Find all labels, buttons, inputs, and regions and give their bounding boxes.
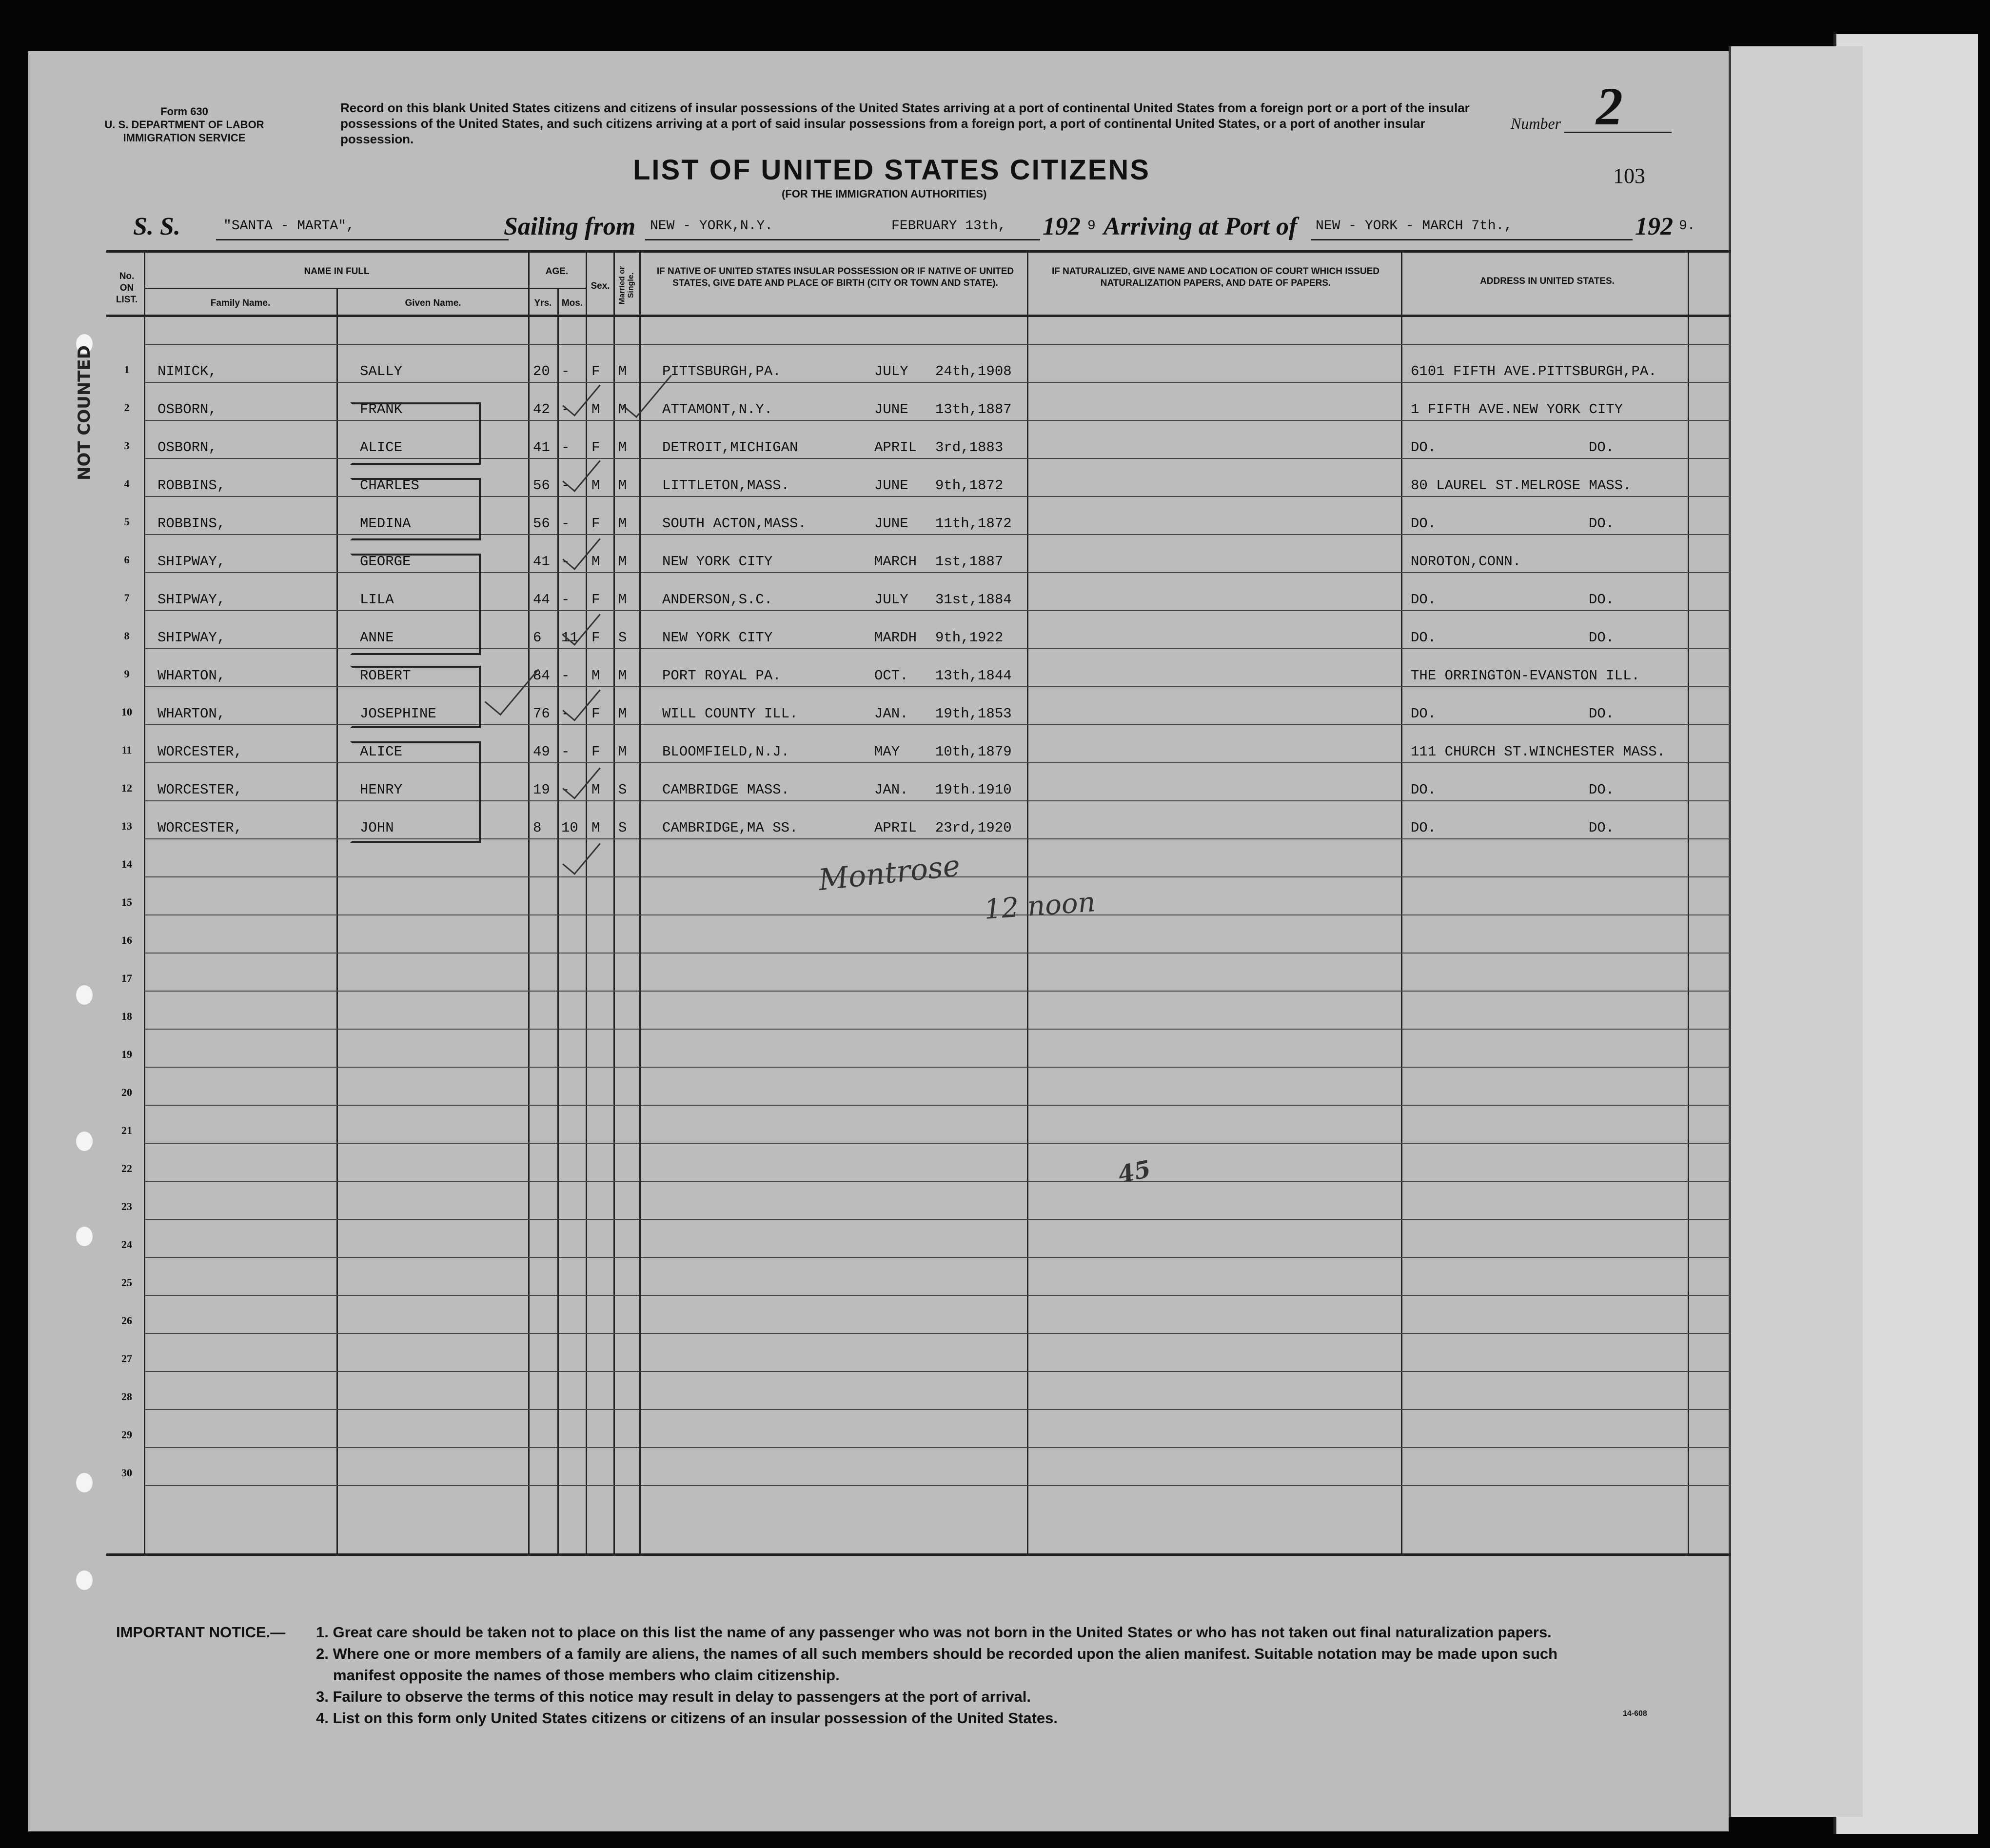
address-cell: 80 LAUREL ST.MELROSE MASS.	[1411, 477, 1632, 494]
sex-cell: F	[591, 744, 600, 760]
given-name-cell: SALLY	[360, 363, 403, 379]
row-number: 9	[124, 668, 130, 680]
age-months-cell: -	[561, 706, 570, 722]
col-header-yrs: Yrs.	[534, 298, 552, 308]
birth-month-cell: MARCH	[874, 554, 917, 570]
birth-month-cell: OCT.	[874, 668, 908, 684]
family-name-cell: SHIPWAY,	[158, 592, 226, 608]
address-cell: DO.	[1411, 706, 1437, 722]
family-name-cell: OSBORN,	[158, 401, 217, 417]
row-number: 29	[121, 1429, 132, 1441]
col-divider	[528, 251, 530, 1554]
birth-month-cell: JAN.	[874, 782, 908, 798]
row-number: 20	[121, 1086, 132, 1098]
marital-status-cell: S	[618, 630, 627, 646]
sex-cell: M	[591, 782, 600, 798]
age-years-cell: 8	[533, 820, 542, 836]
col-header-naturalized: IF NATURALIZED, GIVE NAME AND LOCATION OF COURT WHICH ISSUED NATURALIZATION PAPERS, AND DATE OF PAPERS.	[1051, 266, 1379, 288]
given-name-cell: MEDINA	[360, 516, 411, 532]
row-number: 19	[121, 1048, 132, 1060]
punch-hole	[76, 1570, 93, 1590]
header-subdivider	[528, 288, 586, 289]
row-line	[145, 344, 1731, 345]
row-line	[145, 382, 1731, 383]
address-ditto-cell: DO.	[1589, 630, 1615, 646]
birth-place-cell: PORT ROYAL PA.	[662, 668, 781, 684]
row-number: 3	[124, 439, 130, 452]
birth-month-cell: JUNE	[874, 477, 908, 494]
number-value: 2	[1596, 77, 1623, 136]
form-instructions: Record on this blank United States citizens and citizens of insular possessions of the United States arriving at a port of continental United States from a foreign port or a port of the insular possessions of the United States, and such citizens arriving at a port of said insular possessions from a foreign port, a port of continental United States, or a port of another insular possession.	[340, 100, 1470, 146]
age-months-cell: 11	[561, 630, 578, 646]
birth-day-year-cell: 19th,1853	[935, 706, 1012, 722]
given-name-cell: CHARLES	[360, 477, 419, 494]
row-line	[145, 1105, 1731, 1106]
family-bracket	[350, 402, 481, 465]
col-header-family: Family Name.	[210, 298, 271, 308]
form-identifier	[101, 105, 267, 144]
col-divider	[144, 251, 145, 1554]
birth-month-cell: APRIL	[874, 439, 917, 456]
marital-status-cell: M	[618, 363, 627, 379]
marital-status-cell: M	[618, 477, 627, 494]
family-name-cell: SHIPWAY,	[158, 554, 226, 570]
birth-place-cell: LITTLETON,MASS.	[662, 477, 790, 494]
row-number: 7	[124, 592, 130, 604]
col-divider	[1401, 251, 1402, 1554]
row-number: 30	[121, 1467, 132, 1479]
punch-hole	[76, 985, 93, 1005]
row-line	[145, 1181, 1731, 1182]
arrival-port: NEW - YORK - MARCH 7th.,	[1316, 219, 1513, 234]
row-number: 11	[121, 744, 132, 756]
marital-status-cell: M	[618, 516, 627, 532]
sex-cell: M	[591, 477, 600, 494]
row-number: 2	[124, 401, 130, 414]
family-name-cell: ROBBINS,	[158, 516, 226, 532]
punch-hole	[76, 1473, 93, 1492]
birth-day-year-cell: 9th,1922	[935, 630, 1004, 646]
col-header-married-single: Married or Single.	[618, 266, 635, 305]
row-number: 24	[121, 1238, 132, 1251]
sailing-date: FEBRUARY 13th,	[891, 219, 1006, 234]
birth-place-cell: ATTAMONT,N.Y.	[662, 401, 773, 417]
header-subdivider	[145, 288, 528, 289]
address-cell: DO.	[1411, 782, 1437, 798]
age-months-cell: -	[561, 744, 570, 760]
arrival-year-prefix: 192	[1635, 213, 1673, 240]
row-line	[145, 1219, 1731, 1220]
form-code: 14-608	[1623, 1709, 1647, 1718]
given-name-cell: JOHN	[360, 820, 394, 836]
family-bracket	[350, 666, 481, 728]
row-line	[145, 1447, 1731, 1448]
birth-place-cell: PITTSBURGH,PA.	[662, 363, 781, 379]
not-counted-stamp: NOT COUNTED	[75, 345, 94, 480]
row-line	[145, 1295, 1731, 1296]
marital-status-cell: M	[618, 744, 627, 760]
row-number: 13	[121, 820, 132, 832]
sailing-year-digit: 9	[1087, 219, 1096, 234]
marital-status-cell: M	[618, 668, 627, 684]
age-months-cell: -	[561, 782, 570, 798]
handwritten-number: 45	[1115, 1155, 1153, 1189]
row-number: 1	[124, 363, 130, 376]
col-divider	[613, 251, 615, 1554]
row-line	[145, 1485, 1731, 1486]
row-number: 15	[121, 896, 132, 908]
sailing-year-prefix: 192	[1043, 213, 1081, 240]
family-name-cell: WHARTON,	[158, 706, 226, 722]
row-number: 28	[121, 1391, 132, 1403]
marital-status-cell: S	[618, 782, 627, 798]
number-label: Number	[1511, 115, 1561, 132]
age-months-cell: -	[561, 516, 570, 532]
row-number: 12	[121, 782, 132, 794]
address-cell: DO.	[1411, 516, 1437, 532]
birth-day-year-cell: 13th,1844	[935, 668, 1012, 684]
row-line	[145, 1143, 1731, 1144]
row-line	[145, 1067, 1731, 1068]
sex-cell: F	[591, 363, 600, 379]
notice-item-3: 3. Failure to observe the terms of this notice may result in delay to passengers at the port of arrival.	[316, 1688, 1031, 1705]
punch-hole	[76, 1227, 93, 1246]
age-months-cell: -	[561, 439, 570, 456]
address-cell: DO.	[1411, 439, 1437, 456]
row-number: 22	[121, 1162, 132, 1174]
age-years-cell: 84	[533, 668, 550, 684]
col-divider	[336, 288, 338, 1554]
age-years-cell: 76	[533, 706, 550, 722]
page-title: LIST OF UNITED STATES CITIZENS	[633, 154, 1150, 186]
birth-day-year-cell: 31st,1884	[935, 592, 1012, 608]
birth-place-cell: ANDERSON,S.C.	[662, 592, 773, 608]
notice-item-4: 4. List on this form only United States citizens or citizens of an insular possession of the United States.	[316, 1709, 1058, 1727]
row-number: 18	[121, 1010, 132, 1022]
row-number: 16	[121, 934, 132, 946]
family-name-cell: NIMICK,	[158, 363, 217, 379]
sex-cell: F	[591, 706, 600, 722]
header-bottom-border	[106, 315, 1731, 317]
birth-month-cell: JULY	[874, 592, 908, 608]
family-bracket	[350, 478, 481, 540]
manifest-page	[28, 51, 1729, 1831]
birth-month-cell: JUNE	[874, 516, 908, 532]
age-months-cell: -	[561, 477, 570, 494]
row-line	[145, 914, 1731, 915]
given-name-cell: LILA	[360, 592, 394, 608]
col-divider	[639, 251, 641, 1554]
handwritten-time: 12 noon	[983, 886, 1097, 926]
notice-item-2-cont: manifest opposite the names of those members who claim citizenship.	[333, 1667, 840, 1684]
sex-cell: M	[591, 401, 600, 417]
given-name-cell: ALICE	[360, 439, 403, 456]
address-cell: THE ORRINGTON-EVANSTON ILL.	[1411, 668, 1640, 684]
age-years-cell: 49	[533, 744, 550, 760]
background-sheet-middle	[1729, 46, 1863, 1817]
birth-day-year-cell: 1st,1887	[935, 554, 1004, 570]
given-name-cell: ANNE	[360, 630, 394, 646]
col-header-address: ADDRESS IN UNITED STATES.	[1480, 276, 1615, 286]
sailing-port: NEW - YORK,N.Y.	[650, 219, 773, 234]
address-ditto-cell: DO.	[1589, 516, 1615, 532]
sex-cell: F	[591, 439, 600, 456]
family-name-cell: WHARTON,	[158, 668, 226, 684]
address-cell: 1 FIFTH AVE.NEW YORK CITY	[1411, 401, 1623, 417]
birth-month-cell: JUNE	[874, 401, 908, 417]
row-line	[145, 1333, 1731, 1334]
row-line	[145, 1029, 1731, 1030]
table-bottom-border	[106, 1553, 1731, 1556]
handwritten-note: Montrose	[817, 848, 962, 898]
family-bracket	[350, 741, 481, 843]
address-ditto-cell: DO.	[1589, 782, 1615, 798]
address-cell: DO.	[1411, 820, 1437, 836]
address-ditto-cell: DO.	[1589, 439, 1615, 456]
marital-status-cell: M	[618, 706, 627, 722]
row-number: 6	[124, 554, 130, 566]
birth-day-year-cell: 19th.1910	[935, 782, 1012, 798]
col-header-birth: IF NATIVE OF UNITED STATES INSULAR POSSESSION OR IF NATIVE OF UNITED STATES, GIVE DATE AND PLACE OF BIRTH (CITY OR TOWN AND STATE).	[656, 266, 1014, 288]
form-number: Form 630	[160, 105, 208, 118]
sailing-date-underline	[889, 239, 1040, 240]
given-name-cell: ROBERT	[360, 668, 411, 684]
given-name-cell: ALICE	[360, 744, 403, 760]
given-name-cell: FRANK	[360, 401, 403, 417]
given-name-cell: HENRY	[360, 782, 403, 798]
age-months-cell: -	[561, 401, 570, 417]
address-cell: 6101 FIFTH AVE.PITTSBURGH,PA.	[1411, 363, 1657, 379]
age-years-cell: 56	[533, 477, 550, 494]
arriving-label: Arriving at Port of	[1103, 213, 1298, 240]
age-months-cell: -	[561, 363, 570, 379]
age-years-cell: 6	[533, 630, 542, 646]
notice-item-2: 2. Where one or more members of a family are aliens, the names of all such members should be recorded upon the alien manifest. Suitable notation may be made upon such	[316, 1645, 1558, 1662]
col-header-no: No. ON LIST.	[116, 271, 138, 305]
age-years-cell: 56	[533, 516, 550, 532]
birth-place-cell: CAMBRIDGE,MA SS.	[662, 820, 798, 836]
address-cell: DO.	[1411, 630, 1437, 646]
family-name-cell: WORCESTER,	[158, 782, 243, 798]
marital-status-cell: M	[618, 401, 627, 417]
col-divider	[557, 288, 559, 1554]
address-cell: 111 CHURCH ST.WINCHESTER MASS.	[1411, 744, 1666, 760]
birth-day-year-cell: 24th,1908	[935, 363, 1012, 379]
age-years-cell: 44	[533, 592, 550, 608]
sailing-port-underline	[645, 239, 889, 240]
col-header-sex: Sex.	[591, 281, 610, 291]
page-number: 103	[1613, 164, 1645, 188]
birth-place-cell: SOUTH ACTON,MASS.	[662, 516, 807, 532]
given-name-cell: GEORGE	[360, 554, 411, 570]
age-months-cell: 10	[561, 820, 578, 836]
punch-hole	[76, 1132, 93, 1151]
sex-cell: F	[591, 630, 600, 646]
family-name-cell: WORCESTER,	[158, 820, 243, 836]
birth-place-cell: CAMBRIDGE MASS.	[662, 782, 790, 798]
birth-day-year-cell: 11th,1872	[935, 516, 1012, 532]
row-number: 27	[121, 1352, 132, 1365]
arrival-port-underline	[1311, 239, 1633, 240]
family-name-cell: SHIPWAY,	[158, 630, 226, 646]
age-months-cell: -	[561, 592, 570, 608]
birth-month-cell: JAN.	[874, 706, 908, 722]
family-name-cell: WORCESTER,	[158, 744, 243, 760]
row-number: 8	[124, 630, 130, 642]
col-header-mos: Mos.	[561, 298, 583, 308]
col-header-age: AGE.	[545, 266, 569, 277]
age-years-cell: 20	[533, 363, 550, 379]
col-header-given: Given Name.	[405, 298, 461, 308]
row-number: 21	[121, 1124, 132, 1136]
birth-day-year-cell: 23rd,1920	[935, 820, 1012, 836]
row-number: 26	[121, 1314, 132, 1327]
marital-status-cell: S	[618, 820, 627, 836]
check-mark	[562, 834, 601, 875]
ship-name-underline	[216, 239, 509, 240]
sex-cell: M	[591, 554, 600, 570]
row-number: 10	[121, 706, 132, 718]
sailing-label: Sailing from	[504, 213, 636, 240]
row-number: 23	[121, 1200, 132, 1212]
row-number: 14	[121, 858, 132, 870]
row-number: 4	[124, 477, 130, 490]
birth-place-cell: BLOOMFIELD,N.J.	[662, 744, 790, 760]
address-ditto-cell: DO.	[1589, 820, 1615, 836]
address-ditto-cell: DO.	[1589, 706, 1615, 722]
row-number: 25	[121, 1276, 132, 1289]
age-months-cell: -	[561, 554, 570, 570]
birth-month-cell: MARDH	[874, 630, 917, 646]
age-months-cell: -	[561, 668, 570, 684]
birth-day-year-cell: 3rd,1883	[935, 439, 1004, 456]
birth-day-year-cell: 10th,1879	[935, 744, 1012, 760]
address-cell: DO.	[1411, 592, 1437, 608]
col-divider	[586, 251, 587, 1554]
ss-label: S. S.	[133, 213, 180, 240]
ship-name: "SANTA - MARTA",	[223, 219, 355, 234]
birth-place-cell: DETROIT,MICHIGAN	[662, 439, 798, 456]
service-name: IMMIGRATION SERVICE	[123, 132, 246, 144]
birth-place-cell: NEW YORK CITY	[662, 554, 773, 570]
birth-month-cell: APRIL	[874, 820, 917, 836]
age-years-cell: 42	[533, 401, 550, 417]
marital-status-cell: M	[618, 554, 627, 570]
notice-heading: IMPORTANT NOTICE.—	[116, 1624, 286, 1641]
birth-day-year-cell: 9th,1872	[935, 477, 1004, 494]
family-name-cell: OSBORN,	[158, 439, 217, 456]
birth-month-cell: JULY	[874, 363, 908, 379]
row-number: 5	[124, 516, 130, 528]
age-years-cell: 19	[533, 782, 550, 798]
row-line	[145, 1409, 1731, 1410]
marital-status-cell: M	[618, 439, 627, 456]
row-number: 17	[121, 972, 132, 984]
row-line	[145, 953, 1731, 954]
arrival-year-digit: 9.	[1679, 219, 1695, 234]
sex-cell: F	[591, 592, 600, 608]
page-subtitle: (FOR THE IMMIGRATION AUTHORITIES)	[782, 188, 987, 200]
age-years-cell: 41	[533, 439, 550, 456]
marital-status-cell: M	[618, 592, 627, 608]
sex-cell: M	[591, 668, 600, 684]
address-cell: NOROTON,CONN.	[1411, 554, 1521, 570]
birth-place-cell: NEW YORK CITY	[662, 630, 773, 646]
col-divider	[1688, 251, 1689, 1554]
birth-place-cell: WILL COUNTY ILL.	[662, 706, 798, 722]
row-line	[145, 1371, 1731, 1372]
notice-item-1: 1. Great care should be taken not to place on this list the name of any passenger who was not born in the United States or who has not taken out final naturalization papers.	[316, 1624, 1552, 1641]
row-line	[145, 1257, 1731, 1258]
row-line	[145, 991, 1731, 992]
family-name-cell: ROBBINS,	[158, 477, 226, 494]
birth-month-cell: MAY	[874, 744, 900, 760]
sex-cell: F	[591, 516, 600, 532]
given-name-cell: JOSEPHINE	[360, 706, 436, 722]
birth-day-year-cell: 13th,1887	[935, 401, 1012, 417]
family-bracket	[350, 554, 481, 655]
col-header-name: NAME IN FULL	[304, 266, 370, 277]
sex-cell: M	[591, 820, 600, 836]
department-name: U. S. DEPARTMENT OF LABOR	[104, 119, 264, 131]
age-years-cell: 41	[533, 554, 550, 570]
table-top-border	[106, 250, 1731, 253]
address-ditto-cell: DO.	[1589, 592, 1615, 608]
